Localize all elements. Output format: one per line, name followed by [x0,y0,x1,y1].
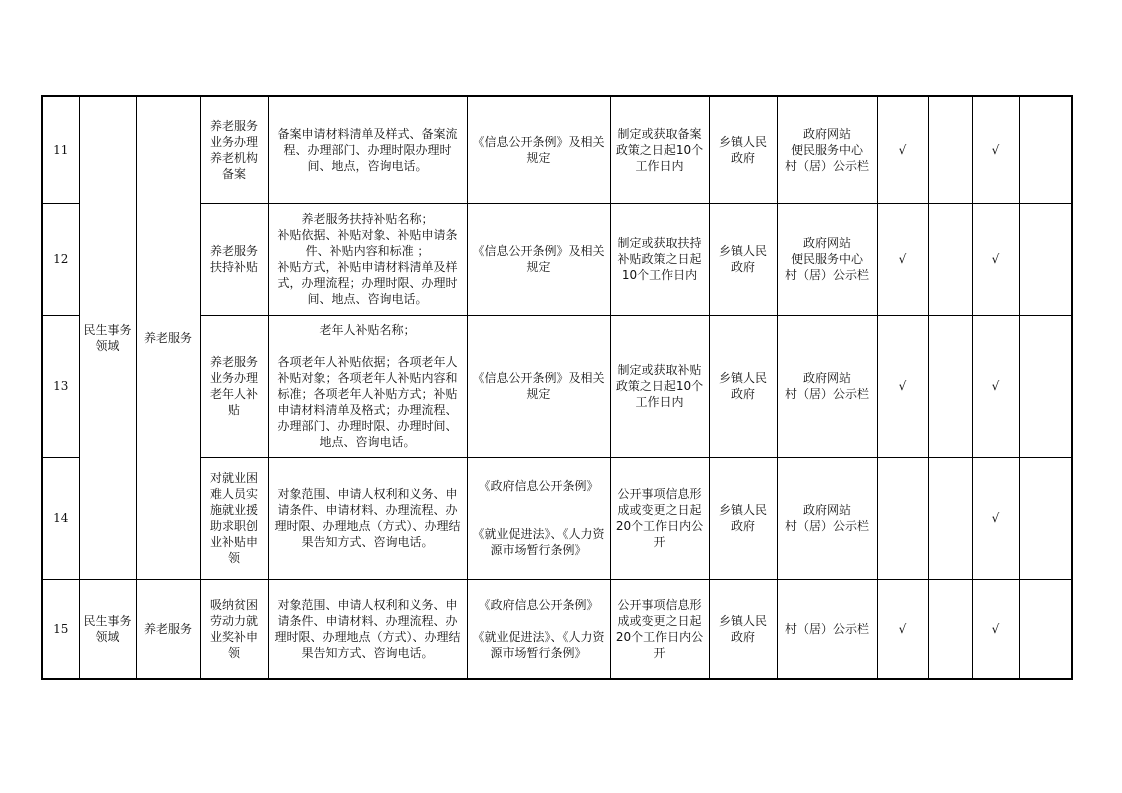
check-mark: √ [972,203,1019,315]
item-cell: 对就业困难人员实施就业援助求职创业补贴申领 [200,457,268,579]
channel-cell [777,315,877,457]
content-cell [268,315,467,457]
channel-line: 村（居）公示栏 [784,158,869,173]
field-cell: 民生事务领域 [79,579,136,679]
basis-line: 《政府信息公开条例》 [478,479,599,493]
content-line: 对象范围、申请人权利和义务、申请条件、申请材料、办理流程、办理时限、办理地点（方式）、办理结果告知方式、咨询电话。 [274,487,461,549]
channel-line: 便民服务中心 [790,252,863,266]
content-line: 养老服务扶持补贴名称； [301,212,434,226]
channel-line: 政府网站 [802,371,851,385]
basis-line: 《就业促进法》、《人力资源市场暂行条例》 [472,527,605,557]
row-index: 11 [42,96,79,203]
time-limit-cell: 制定或获取备案政策之日起10个工作日内 [610,96,709,203]
content-line: 补贴方式，补贴申请材料清单及样式，办理流程；办理时限、办理时间、地点、咨询电话。 [277,260,458,306]
content-line: 备案申请材料清单及样式、备案流程、办理部门、办理时限办理时间、地点，咨询电话。 [277,126,458,173]
row-index: 13 [42,315,79,457]
item-cell: 养老服务扶持补贴 [200,203,268,315]
basis-cell [467,457,610,579]
check-mark: √ [972,96,1019,203]
channel-line: 政府网站 [802,126,851,141]
empty-cell [1019,315,1072,457]
channel-cell [777,203,877,315]
channel-line: 村（居）公示栏 [784,387,869,401]
line-gap [273,338,463,354]
basis-cell [467,579,610,679]
check-mark: √ [972,579,1019,679]
channel-line: 便民服务中心 [790,142,863,157]
empty-cell [928,579,972,679]
basis-cell [467,315,610,457]
time-limit-cell: 公开事项信息形成或变更之日起20个工作日内公开 [610,579,709,679]
content-line: 对象范围、申请人权利和义务、申请条件、申请材料、办理流程、办理时限、办理地点（方式）、办理结果告知方式、咨询电话。 [274,597,461,660]
empty-cell [1019,203,1072,315]
line-gap [472,613,606,629]
empty-cell [1019,457,1072,579]
channel-cell [777,96,877,203]
empty-cell [928,315,972,457]
line-gap [472,494,606,510]
empty-cell [1019,96,1072,203]
channel-line: 村（居）公示栏 [784,519,869,533]
channel-line: 村（居）公示栏 [784,268,869,282]
category-cell: 养老服务 [136,96,200,579]
basis-cell [467,96,610,203]
empty-cell [928,203,972,315]
content-line: 老年人补贴名称； [319,323,416,337]
check-mark: √ [972,315,1019,457]
row-index: 12 [42,203,79,315]
channel-cell [777,457,877,579]
channel-cell [777,579,877,679]
empty-cell [928,457,972,579]
subject-cell: 乡镇人民政府 [709,315,777,457]
time-limit-cell: 制定或获取扶持补贴政策之日起10个工作日内 [610,203,709,315]
check-mark: √ [877,315,928,457]
basis-line: 《信息公开条例》及相关规定 [472,371,605,401]
table-row [42,96,1072,203]
check-mark: √ [877,579,928,679]
subject-cell: 乡镇人民政府 [709,96,777,203]
basis-line: 《信息公开条例》及相关规定 [472,244,605,274]
row-index: 14 [42,457,79,579]
field-cell: 民生事务领域 [79,96,136,579]
disclosure-table [41,95,1073,680]
row-index: 15 [42,579,79,679]
time-limit-cell: 公开事项信息形成或变更之日起20个工作日内公开 [610,457,709,579]
empty-cell [928,96,972,203]
check-mark: √ [877,203,928,315]
time-limit-cell: 制定或获取补贴政策之日起10个工作日内 [610,315,709,457]
subject-cell: 乡镇人民政府 [709,203,777,315]
item-cell: 吸纳贫困劳动力就业奖补申领 [200,579,268,679]
content-line: 各项老年人补贴依据；各项老年人补贴对象；各项老年人补贴内容和标准；各项老年人补贴方式；补贴申请材料清单及格式；办理流程、办理部门、办理时限、办理时间、地点、咨询电话。 [277,355,458,449]
check-mark: √ [972,457,1019,579]
basis-line: 《就业促进法》、《人力资源市场暂行条例》 [472,629,605,660]
content-cell [268,203,467,315]
category-cell: 养老服务 [136,579,200,679]
content-line: 补贴依据、补贴对象、补贴申请条件、补贴内容和标准 ； [277,228,458,258]
line-gap [472,510,606,526]
channel-line: 政府网站 [802,503,851,517]
basis-line: 《政府信息公开条例》 [478,597,599,612]
table-row [42,579,1072,679]
empty-cell [1019,579,1072,679]
channel-line: 政府网站 [802,236,851,250]
content-cell [268,579,467,679]
item-cell: 养老服务业务办理养老机构备案 [200,96,268,203]
check-mark: √ [877,96,928,203]
basis-cell [467,203,610,315]
channel-line: 村（居）公示栏 [784,621,869,636]
subject-cell: 乡镇人民政府 [709,457,777,579]
check-mark [877,457,928,579]
content-cell [268,96,467,203]
basis-line: 《信息公开条例》及相关规定 [472,134,605,165]
item-cell: 养老服务业务办理老年人补贴 [200,315,268,457]
content-cell [268,457,467,579]
subject-cell: 乡镇人民政府 [709,579,777,679]
